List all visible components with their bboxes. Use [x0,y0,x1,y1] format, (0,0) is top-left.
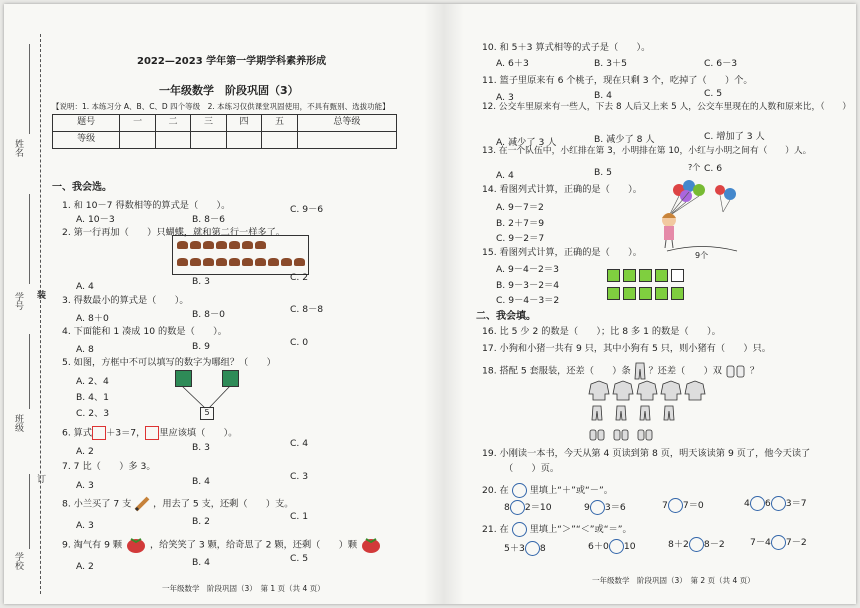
green-square [607,269,620,282]
q6-option-a[interactable]: A. 2 [76,446,94,457]
q10-stem: 10. 和 5＋3 算式相等的式子是（ ）。 [482,42,651,53]
q5-stem: 5. 如图，方框中不可以填写的数字为哪组？（ ） [62,357,276,368]
q4-option-b[interactable]: B. 9 [192,341,210,352]
class-blank[interactable] [29,334,30,409]
q10-option-b[interactable]: B. 3＋5 [594,58,628,69]
strawberry-icon [360,536,382,554]
q15-squares-row-1 [607,269,687,286]
compare-circle[interactable] [689,537,704,552]
butterfly-icon [242,241,253,249]
green-square [623,269,636,282]
q21-e1-right: 8 [539,543,546,554]
exam-subtitle: 一年级数学 阶段巩固（3） [159,84,299,97]
q10-option-c[interactable]: C. 6－3 [704,58,738,69]
operator-circle[interactable] [510,500,525,515]
q1-option-c[interactable]: C. 9－6 [290,204,324,215]
pencil-icon [134,496,150,512]
q5-option-b[interactable]: B. 4、1 [76,392,110,403]
section-2-title: 二、我会填。 [476,311,536,322]
exam-note: 【说明：1. 本练习分 A、B、C、D 四个等级 2. 本练习仅供课堂巩固使用，不具有甄别、选拔功能】 [52,102,390,111]
butterfly-icon [190,258,201,266]
q9-option-c[interactable]: C. 5 [290,553,309,564]
red-box-blank[interactable] [92,426,106,440]
butterfly-icon [216,258,227,266]
q9-stem-2: ，给笑笑了 3 颗，给奇思了 2 颗，还剩（ ）颗 [149,539,358,551]
q19-stem: 19. 小刚读一本书，今天从第 4 页读到第 8 页，明天该读第 9 页了，他今天读了 [482,448,811,459]
q18-post: ？ [749,365,760,377]
butterfly-icon [255,258,266,266]
q21-e2-right: 10 [623,541,636,552]
q13-stem: 13. 在一个队伍中，小红排在第 3，小明排在第 10，小红与小明之间有（ ）人。 [482,146,812,156]
q21-e4-left: 7－4 [750,537,771,548]
page-footer-left: 一年级数学 阶段巩固（3） 第 1 页（共 4 页） [162,584,325,593]
operator-circle[interactable] [771,496,786,511]
grade-cell[interactable] [262,132,297,149]
student-id-label: 学号 [13,292,23,310]
q19-stem-2: （ ）页。 [504,463,560,474]
q7-option-a[interactable]: A. 3 [76,480,94,491]
q9-option-a[interactable]: A. 2 [76,561,94,572]
q21-e3-right: 8－2 [703,539,725,550]
butterfly-icon [242,258,253,266]
q12-stem: 12. 公交车里原来有一些人，下去 8 人后又上来 5 人，公交车里现在的人数和原来比，（ ） [482,102,852,112]
q14-option-a[interactable]: A. 9－7＝2 [496,202,544,213]
q21-expr-2 [588,539,636,554]
q14-bottom-label: 9个 [695,251,709,260]
butterfly-icon [177,241,188,249]
grade-cell[interactable] [155,132,190,149]
name-blank[interactable] [29,44,30,134]
school-blank[interactable] [29,474,30,549]
q15-option-c[interactable]: C. 9－4－3＝2 [496,295,560,306]
q9-stem [62,536,382,554]
butterfly-icon [281,258,292,266]
binding-mark: 装 [35,290,45,299]
q20-e4-c: 3＝7 [785,498,807,509]
q7-option-c[interactable]: C. 3 [290,471,309,482]
q12-option-b[interactable]: B. 减少了 8 人 [594,134,655,145]
butterfly-icon [216,241,227,249]
operator-circle[interactable] [590,500,605,515]
binding-dashed-line [40,34,41,594]
q21-expr-4 [750,535,807,550]
q11-stem: 11. 篮子里原来有 6 个桃子，现在只剩 3 个，吃掉了（ ）个。 [482,75,753,86]
q9-option-b[interactable]: B. 4 [192,557,210,568]
q20-expr-4 [744,496,807,511]
score-header-row [53,115,397,132]
q20-expr-3 [662,498,704,513]
compare-circle[interactable] [609,539,624,554]
score-grade-row [53,132,397,149]
q8-stem-2: ，用去了 5 支，还剩（ ）支。 [153,498,294,510]
grade-cell[interactable] [191,132,226,149]
clothing-set-image [587,380,707,448]
q21-e3-left: 8＋2 [668,539,689,550]
q1-option-b[interactable]: B. 8－6 [192,214,226,225]
butterfly-icon [203,241,214,249]
q7-option-b[interactable]: B. 4 [192,476,210,487]
butterfly-icon [229,241,240,249]
red-box-icon [145,426,159,440]
q8-option-a[interactable]: A. 3 [76,520,94,531]
q8-option-b[interactable]: B. 2 [192,516,210,527]
score-cell: 总等级 [297,115,396,132]
q3-option-b[interactable]: B. 8－0 [192,309,226,320]
butterfly-icon [203,258,214,266]
q6-option-c[interactable]: C. 4 [290,438,309,449]
q21-stem-2: 里填上“＞”“＜”或“＝”。 [529,524,632,535]
q8-stem-1: 8. 小兰买了 7 支 [62,498,132,510]
green-square [671,287,684,300]
q14-top-label: ?个 [688,163,701,172]
score-cell: 三 [191,115,226,132]
butterfly-icon [190,241,201,249]
q6-post: 里应该填（ ）。 [159,427,238,439]
q5-sum-box: 5 [200,407,214,420]
q21-stem-1: 21. 在 [482,524,509,535]
green-square [655,269,668,282]
q20-e2-left: 9 [584,502,590,513]
q18-stem [482,362,759,380]
grade-cell[interactable] [120,132,155,149]
q10-option-a[interactable]: A. 6＋3 [496,58,529,69]
q21-expr-1 [504,541,546,556]
q14-option-b[interactable]: B. 2＋7＝9 [496,218,545,229]
q20-stem-2: 里填上“＋”或“－”。 [529,485,613,496]
butterfly-icon [268,258,279,266]
q3-option-a[interactable]: A. 8＋0 [76,313,109,324]
circle-icon [512,522,527,537]
q21-e2-left: 6＋0 [588,541,609,552]
q15-option-b[interactable]: B. 9－3－2＝4 [496,280,560,291]
q6-pre: 6. 算式 [62,427,93,439]
butterfly-box [172,235,309,275]
strawberry-icon [125,536,147,554]
butterfly-row-2 [177,258,307,270]
q9-stem-1: 9. 淘气有 9 颗 [62,539,123,551]
green-square [639,287,652,300]
exam-title: 2022—2023 学年第一学期学科素养形成 [137,56,327,67]
student-id-blank[interactable] [29,194,30,284]
q5-option-a[interactable]: A. 2、4 [76,376,109,387]
butterfly-icon [255,241,266,249]
q21-e1-left: 5＋3 [504,543,525,554]
q3-option-c[interactable]: C. 8－8 [290,304,324,315]
q20-stem-1: 20. 在 [482,485,509,496]
q20-expr-2 [584,500,626,515]
q20-e1-right: 2＝10 [524,502,552,513]
score-cell: 题号 [53,115,120,132]
circle-icon [512,483,527,498]
q4-option-a[interactable]: A. 8 [76,344,94,355]
q20-expr-1 [504,500,552,515]
green-square [639,269,652,282]
butterfly-icon [229,258,240,266]
q15-squares-row-2 [607,287,687,304]
q2-option-a[interactable]: A. 4 [76,281,94,292]
operator-circle[interactable] [750,496,765,511]
q14-option-c[interactable]: C. 9－2＝7 [496,233,545,244]
page-fold [424,4,464,604]
q2-option-b[interactable]: B. 3 [192,276,210,287]
q4-stem: 4. 下面能和 1 凑成 10 的数是（ ）。 [62,326,227,337]
q6-mid: ＋3＝7， [106,427,146,439]
q18-mid: ？还差（ ）双 [648,365,722,377]
shoes-icon [725,363,747,379]
right-page [476,4,852,604]
q15-stem: 15. 看图列式计算，正确的是（ ）。 [482,247,642,258]
score-cell: 五 [262,115,297,132]
q3-stem: 3. 得数最小的算式是（ ）。 [62,295,189,306]
q2-option-c[interactable]: C. 2 [290,272,309,283]
q20-e4-b: 6 [764,498,771,509]
q18-pre: 18. 搭配 5 套服装，还差（ ）条 [482,365,631,377]
q21-expr-3 [668,537,725,552]
q13-option-b[interactable]: B. 5 [594,167,612,178]
left-page [52,4,407,604]
score-cell: 一 [120,115,155,132]
butterfly-icon [294,258,305,266]
name-label: 姓名 [13,139,23,157]
q12-option-a[interactable]: A. 减少了 3 人 [496,137,557,148]
q20-e3-right: 7＝0 [682,500,704,511]
q2-stem: 2. 第一行再加（ ）只蝴蝶，就和第二行一样多了。 [62,227,285,238]
q15-option-a[interactable]: A. 9－4－2＝3 [496,264,559,275]
q16-stem: 16. 比 5 少 2 的数是（ ）；比 8 多 1 的数是（ ）。 [482,326,721,337]
score-cell: 二 [155,115,190,132]
q11-option-c[interactable]: C. 5 [704,88,723,99]
q13-option-c[interactable]: C. 6 [704,163,723,174]
binding-mark-2: 订 [35,474,45,483]
q5-option-c[interactable]: C. 2、3 [76,408,110,419]
score-table [52,114,397,149]
q6-option-b[interactable]: B. 3 [192,442,210,453]
grade-cell[interactable] [297,132,396,149]
q7-stem: 7. 7 比（ ）多 3。 [62,461,156,472]
green-square [655,287,668,300]
q11-option-a[interactable]: A. 3 [496,92,514,103]
green-square [623,287,636,300]
q20-e4-a: 4 [744,498,750,509]
q20-e3-left: 7 [662,500,668,511]
q4-option-c[interactable]: C. 0 [290,337,309,348]
q20-e1-left: 8 [504,502,510,513]
compare-circle[interactable] [771,535,786,550]
compare-circle[interactable] [525,541,540,556]
q1-stem: 1. 和 10－7 得数相等的算式是（ ）。 [62,200,231,211]
q14-stem: 14. 看图列式计算，正确的是（ ）。 [482,184,642,195]
exam-sheet [4,4,856,604]
q20-stem [482,483,613,498]
class-label: 班级 [13,414,23,432]
q13-option-a[interactable]: A. 4 [496,170,514,181]
grade-cell[interactable] [226,132,261,149]
empty-square [671,269,684,282]
score-cell: 四 [226,115,261,132]
school-label: 学校 [13,552,23,570]
q1-option-a[interactable]: A. 10－3 [76,214,115,225]
q21-e4-right: 7－2 [785,537,807,548]
q6-stem [62,426,237,440]
q21-stem [482,522,632,537]
grade-label-cell: 等级 [53,132,120,149]
binding-strip [4,4,59,604]
section-1-title: 一、我会选。 [52,182,112,193]
q11-option-b[interactable]: B. 4 [594,90,612,101]
q20-e2-right: 3＝6 [604,502,626,513]
q8-stem [62,496,293,512]
operator-circle[interactable] [668,498,683,513]
page-footer-right: 一年级数学 阶段巩固（3） 第 2 页（共 4 页） [592,576,755,585]
q8-option-c[interactable]: C. 1 [290,511,309,522]
pants-icon [634,362,646,380]
butterfly-row-1 [177,241,268,253]
green-square [607,287,620,300]
q12-option-c[interactable]: C. 增加了 3 人 [704,131,765,142]
q17-stem: 17. 小狗和小猪一共有 9 只，其中小狗有 5 只，则小猪有（ ）只。 [482,343,771,354]
butterfly-icon [177,258,188,266]
